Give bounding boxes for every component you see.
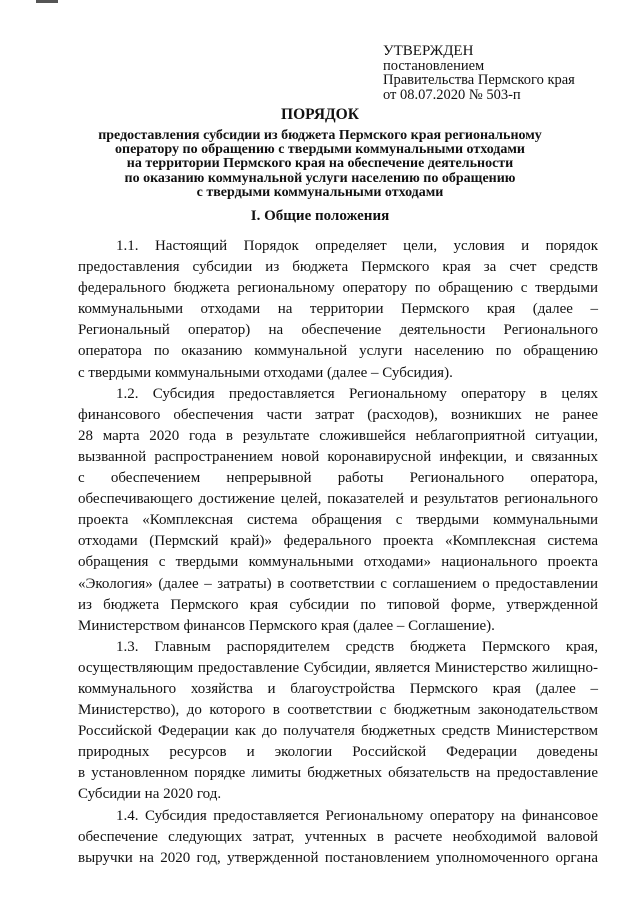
- text-line: оператора по оказанию коммунальной услуги населению по обращению: [78, 343, 598, 360]
- subtitle-line: предоставления субсидии из бюджета Пермского края региональному: [98, 128, 542, 143]
- text-line: выручки на 2020 год, утвержденной постановлением уполномоченного органа: [78, 849, 598, 866]
- text-line: Министерством финансов Пермского края (далее – Соглашение).: [78, 617, 495, 634]
- body-text: [78, 236, 598, 869]
- text-line: «Экология» (далее – затраты) в соответствии с соглашением о предоставлении: [78, 575, 598, 592]
- text-line: проекта «Комплексная система обращения с твердыми коммунальными: [78, 512, 598, 529]
- subtitle-line: с твердыми коммунальными отходами: [196, 184, 444, 200]
- text-line: Субсидии на 2020 год.: [78, 786, 222, 803]
- text-line: коммунальными отходами на территории Пермского края (далее –: [78, 301, 598, 318]
- text-line: 1.1. Настоящий Порядок определяет цели, условия и порядок: [116, 238, 598, 254]
- text-line: 1.4. Субсидия предоставляется Региональному оператору на финансовое: [116, 807, 598, 824]
- text-line: финансового обеспечения части затрат (расходов), возникших не ранее: [78, 406, 598, 423]
- text-line: из бюджета Пермского края субсидии по типовой форме, утвержденной: [78, 596, 598, 613]
- document-subtitle: [60, 129, 580, 200]
- text-line: Российской Федерации как до получателя бюджетных средств Министерством: [78, 723, 598, 740]
- approval-block: [383, 44, 575, 102]
- text-line: с твердыми коммунальными отходами (далее – Субсидия).: [78, 364, 453, 381]
- subtitle-line: на территории Пермского края на обеспечение деятельности: [126, 156, 514, 172]
- text-line: отходами (Пермский край)» федерального проекта «Комплексная система: [78, 533, 598, 550]
- text-line: 1.2. Субсидия предоставляется Региональному оператору в целях: [116, 385, 598, 402]
- scan-mark: [36, 0, 58, 3]
- text-line: 28 марта 2020 года в результате сложившейся неблагоприятной ситуации,: [78, 427, 598, 444]
- approval-heading: УТВЕРЖДЕН: [383, 43, 474, 59]
- text-line: обеспечивающего достижение целей, показателей и результатов регионального: [78, 491, 598, 508]
- approval-line: от 08.07.2020 № 503-п: [383, 86, 521, 103]
- text-line: в установленном порядке лимиты бюджетных обязательств на предоставление: [78, 765, 598, 782]
- text-line: обеспечение следующих затрат, учтенных в расчете необходимой валовой: [78, 828, 598, 845]
- text-line: коммунального хозяйства и благоустройства Пермского края (далее –: [78, 680, 598, 697]
- text-line: Региональный оператор) на обеспечение деятельности Регионального: [78, 322, 598, 339]
- text-line: федерального бюджета региональному оператору по обращению с твердыми: [78, 280, 598, 297]
- text-line: с обеспечением непрерывной работы Регионального оператора,: [78, 470, 598, 487]
- text-line: вызванной распространением новой коронавирусной инфекции, и связанных: [78, 448, 598, 465]
- text-line: природных ресурсов и экологии Российской Федерации доведены: [78, 744, 598, 761]
- text-line: Министерство), до которого в соответствии с бюджетным законодательством: [78, 702, 598, 719]
- text-line: обращения с твердыми коммунальными отходами» национального проекта: [78, 554, 598, 571]
- approval-line: постановлением: [383, 57, 485, 74]
- document-title: ПОРЯДОК: [281, 106, 359, 123]
- section-heading: I. Общие положения: [250, 208, 390, 224]
- subtitle-line: по оказанию коммунальной услуги населению по обращению: [124, 170, 516, 186]
- text-line: предоставления субсидии из бюджета Пермского края за счет средств: [78, 259, 598, 276]
- approval-line: Правительства Пермского края: [383, 72, 575, 88]
- subtitle-line: оператору по обращению с твердыми коммунальными отходами: [115, 142, 525, 158]
- text-line: 1.3. Главным распорядителем средств бюджета Пермского края,: [116, 638, 598, 655]
- text-line: осуществляющим предоставление Субсидии, является Министерство жилищно-: [78, 659, 598, 676]
